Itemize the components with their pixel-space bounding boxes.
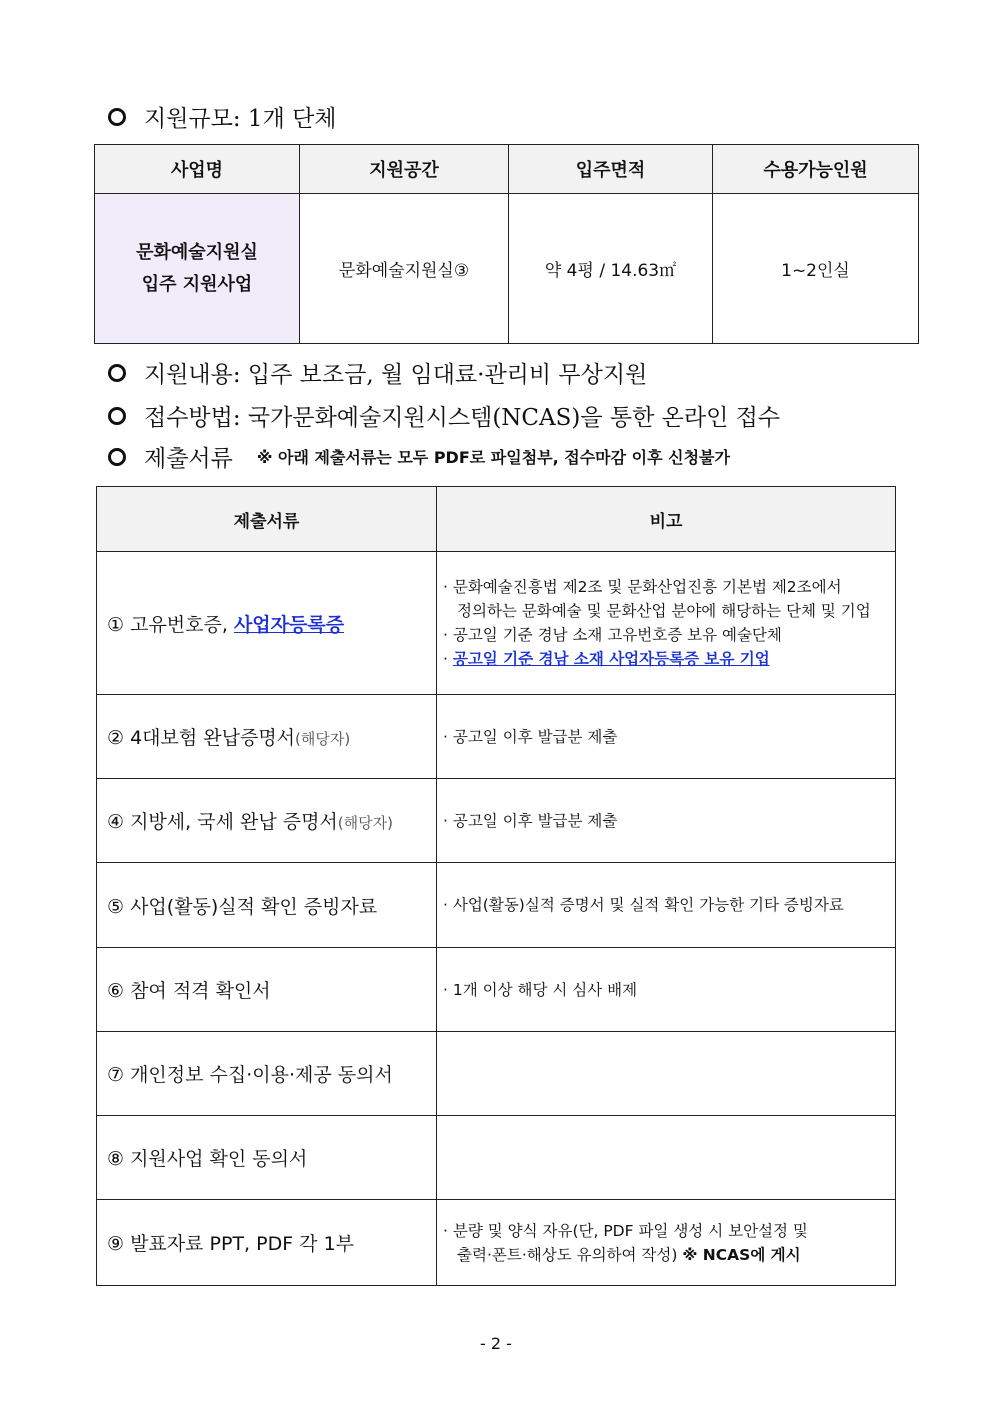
- table-row: [97, 779, 896, 863]
- remark-link[interactable]: 공고일 기준 경남 소재 사업자등록증 보유 기업: [452, 650, 770, 668]
- remark-cell: [437, 552, 896, 695]
- ncas-note: ※ NCAS에 게시: [682, 1245, 801, 1264]
- business-line2: 입주 지원사업: [141, 273, 253, 295]
- remark-cell: · 공고일 이후 발급분 제출: [437, 779, 896, 863]
- table-row: [97, 1200, 896, 1286]
- header-remark: 비고: [437, 487, 896, 552]
- scale-table: [94, 144, 919, 344]
- section-scale: [108, 100, 337, 133]
- doc-cell: ⑦ 개인정보 수집·이용·제공 동의서: [97, 1032, 437, 1116]
- section-docs: [108, 440, 730, 473]
- section-method: [108, 399, 780, 432]
- remark-line: · 분량 및 양식 자유(단, PDF 파일 생성 시 보안설정 및: [443, 1221, 808, 1240]
- header-area: 입주면적: [509, 145, 713, 194]
- remark-bullet: ·: [443, 650, 453, 668]
- remark-line: [443, 647, 887, 671]
- doc-cell: ⑤ 사업(활동)실적 확인 증빙자료: [97, 863, 437, 948]
- table-row: [97, 1116, 896, 1200]
- scale-table-row: [95, 194, 919, 344]
- doc-cell: [97, 695, 437, 779]
- remark-cell: · 사업(활동)실적 증명서 및 실적 확인 가능한 기타 증빙자료: [437, 863, 896, 948]
- remark-cell: · 공고일 이후 발급분 제출: [437, 695, 896, 779]
- scale-table-header: [95, 145, 919, 194]
- remark-cell: [437, 1200, 896, 1286]
- remark-cell: [437, 1116, 896, 1200]
- doc-text: ① 고유번호증,: [107, 613, 234, 636]
- business-line1: 문화예술지원실: [136, 241, 258, 263]
- doc-cell: [97, 779, 437, 863]
- doc-cell: [97, 552, 437, 695]
- table-row: [97, 695, 896, 779]
- docs-table: [96, 486, 896, 1286]
- circle-bullet-icon: [108, 448, 126, 466]
- business-registration-link[interactable]: 사업자등록증: [233, 613, 345, 636]
- table-row: [97, 948, 896, 1032]
- area-cell: 약 4평 / 14.63㎡: [509, 194, 713, 344]
- circle-bullet-icon: [108, 108, 126, 126]
- doc-cell: ⑨ 발표자료 PPT, PDF 각 1부: [97, 1200, 437, 1286]
- remark-text: 출력·폰트·해상도 유의하여 작성): [457, 1245, 683, 1264]
- section-docs-text: 제출서류: [144, 446, 233, 472]
- business-name-cell: [95, 194, 300, 344]
- doc-sub: (해당자): [295, 730, 351, 748]
- doc-cell: ⑥ 참여 적격 확인서: [97, 948, 437, 1032]
- doc-text: ④ 지방세, 국세 완납 증명서: [107, 811, 338, 833]
- circle-bullet-icon: [108, 364, 126, 382]
- header-space: 지원공간: [300, 145, 509, 194]
- table-row: [97, 1032, 896, 1116]
- remark-line: · 문화예술진흥법 제2조 및 문화산업진흥 기본법 제2조에서: [443, 578, 842, 596]
- section-content-text: 지원내용: 입주 보조금, 월 임대료·관리비 무상지원: [144, 362, 648, 388]
- header-capacity: 수용가능인원: [713, 145, 919, 194]
- page-number: - 2 -: [480, 1334, 512, 1353]
- remark-cell: · 1개 이상 해당 시 심사 배제: [437, 948, 896, 1032]
- remark-cell: [437, 1032, 896, 1116]
- capacity-cell: 1~2인실: [713, 194, 919, 344]
- doc-sub: (해당자): [337, 814, 393, 832]
- docs-table-header: [97, 487, 896, 552]
- section-method-text: 접수방법: 국가문화예술지원시스템(NCAS)을 통한 온라인 접수: [144, 405, 781, 431]
- table-row: [97, 552, 896, 695]
- table-row: [97, 863, 896, 948]
- remark-line: [443, 1243, 887, 1267]
- doc-cell: ⑧ 지원사업 확인 동의서: [97, 1116, 437, 1200]
- section-scale-text: 지원규모: 1개 단체: [144, 106, 337, 132]
- header-business: 사업명: [95, 145, 300, 194]
- docs-note: ※ 아래 제출서류는 모두 PDF로 파일첨부, 접수마감 이후 신청불가: [256, 448, 730, 467]
- circle-bullet-icon: [108, 407, 126, 425]
- doc-text: ② 4대보험 완납증명서: [107, 727, 296, 749]
- space-cell: 문화예술지원실③: [300, 194, 509, 344]
- remark-line: · 공고일 기준 경남 소재 고유번호증 보유 예술단체: [443, 626, 782, 644]
- section-content: [108, 356, 647, 389]
- remark-line: 정의하는 문화예술 및 문화산업 분야에 해당하는 단체 및 기업: [457, 602, 871, 620]
- header-doc: 제출서류: [97, 487, 437, 552]
